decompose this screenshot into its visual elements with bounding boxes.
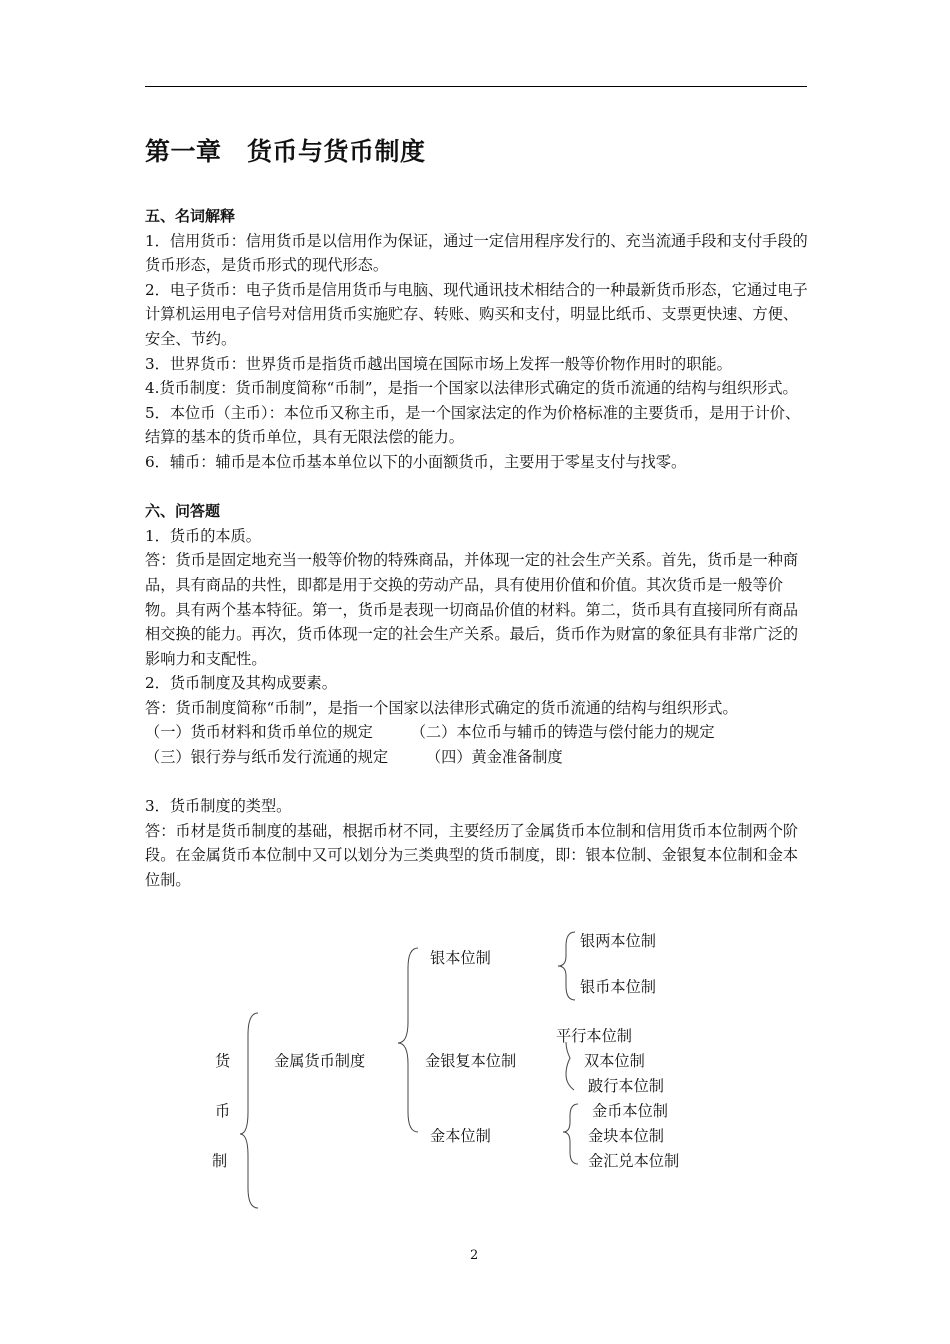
term-standard-money: 5．本位币（主币）：本位币又称主币，是一个国家法定的作为价格标准的主要货币，是用于计价、结算的基本的货币单位，具有无限法偿的能力。 (145, 403, 801, 447)
term-fractional-money: 6．辅币：辅币是本位币基本单位以下的小面额货币，主要用于零星支付与找零。 (145, 452, 687, 471)
question-2: 2．货币制度及其构成要素。 (145, 674, 337, 693)
brace-root (240, 1013, 258, 1208)
header-rule (145, 86, 807, 87)
elements-row-2: （三）银行券与纸币发行流通的规定 （四）黄金准备制度 (145, 748, 563, 767)
term-electronic-money: 2．电子货币：电子货币是信用货币与电脑、现代通讯技术相结合的一种最新货币形态，它通过电子计算机运用电子信号对信用货币实施贮存、转账、购买和支付，明显比纸币、支票更快速、方便、安全、节约。 (145, 280, 808, 348)
answer-3: 答：币材是货币制度的基础，根据币材不同，主要经历了金属货币本位制和信用货币本位制两个阶段。在金属货币本位制中又可以划分为三类典型的货币制度，即：银本位制、金银复本位制和金本位制。 (145, 821, 799, 890)
brace-silver (558, 932, 575, 1000)
diagram-parallel: 平行本位制 (556, 1027, 632, 1045)
term-credit-money: 1．信用货币：信用货币是以信用作为保证，通过一定信用程序发行的、充当流通手段和支付手段的货币形态，是货币形式的现代形态。 (145, 231, 808, 275)
term-world-money: 3．世界货币：世界货币是指货币越出国境在国际市场上发挥一般等价物作用时的职能。 (145, 354, 732, 373)
diagram-gold-bullion: 金块本位制 (588, 1127, 664, 1145)
diagram-gold-coin: 金币本位制 (592, 1102, 668, 1120)
diagram-silver-coin: 银币本位制 (580, 978, 656, 996)
term-monetary-system: 4.货币制度：货币制度简称“币制”，是指一个国家以法律形式确定的货币流通的结构与组织形式。 (145, 379, 798, 398)
question-3: 3．货币制度的类型。 (145, 797, 292, 816)
diagram-metal-currency: 金属货币制度 (274, 1052, 366, 1070)
diagram-gold-standard: 金本位制 (430, 1127, 491, 1145)
page-number: 2 (470, 1248, 479, 1263)
brace-gold (563, 1104, 578, 1164)
section-heading-terms: 五、名词解释 (145, 207, 236, 225)
diagram-silver-tael: 银两本位制 (580, 932, 656, 950)
diagram-root-char-2: 币 (215, 1102, 231, 1120)
section-heading-qa: 六、问答题 (145, 502, 221, 521)
diagram-bimetal-standard: 金银复本位制 (425, 1052, 517, 1070)
elements-row-1: （一）货币材料和货币单位的规定 （二）本位币与辅币的铸造与偿付能力的规定 (145, 723, 715, 742)
answer-1: 答：货币是固定地充当一般等价物的特殊商品，并体现一定的社会生产关系。首先，货币是一种商品，具有商品的共性，即都是用于交换的劳动产品，具有使用价值和价值。其次货币是一般等价物。具有两个基本特征。第一，货币是表现一切商品价值的材料。第二，货币具有直接同所有商品相交换的能力。再次，货币体现一定的社会生产关系。最后，货币作为财富的象征具有非常广泛的影响力和支配性。 (145, 551, 799, 668)
diagram-gold-exchange: 金汇兑本位制 (588, 1152, 680, 1170)
answer-2: 答：货币制度简称“币制”，是指一个国家以法律形式确定的货币流通的结构与组织形式。 (145, 698, 738, 717)
question-1: 1．货币的本质。 (145, 526, 261, 545)
brace-bimetal (566, 1042, 574, 1090)
brace-metal (398, 948, 418, 1132)
diagram-double: 双本位制 (584, 1052, 645, 1070)
diagram-silver-standard: 银本位制 (430, 949, 491, 967)
diagram-root-char-3: 制 (212, 1152, 228, 1170)
diagram-root-char-1: 货 (215, 1052, 231, 1070)
document-body (145, 204, 809, 893)
diagram-limping: 跛行本位制 (588, 1077, 664, 1095)
chapter-title: 第一章 货币与货币制度 (145, 137, 426, 166)
